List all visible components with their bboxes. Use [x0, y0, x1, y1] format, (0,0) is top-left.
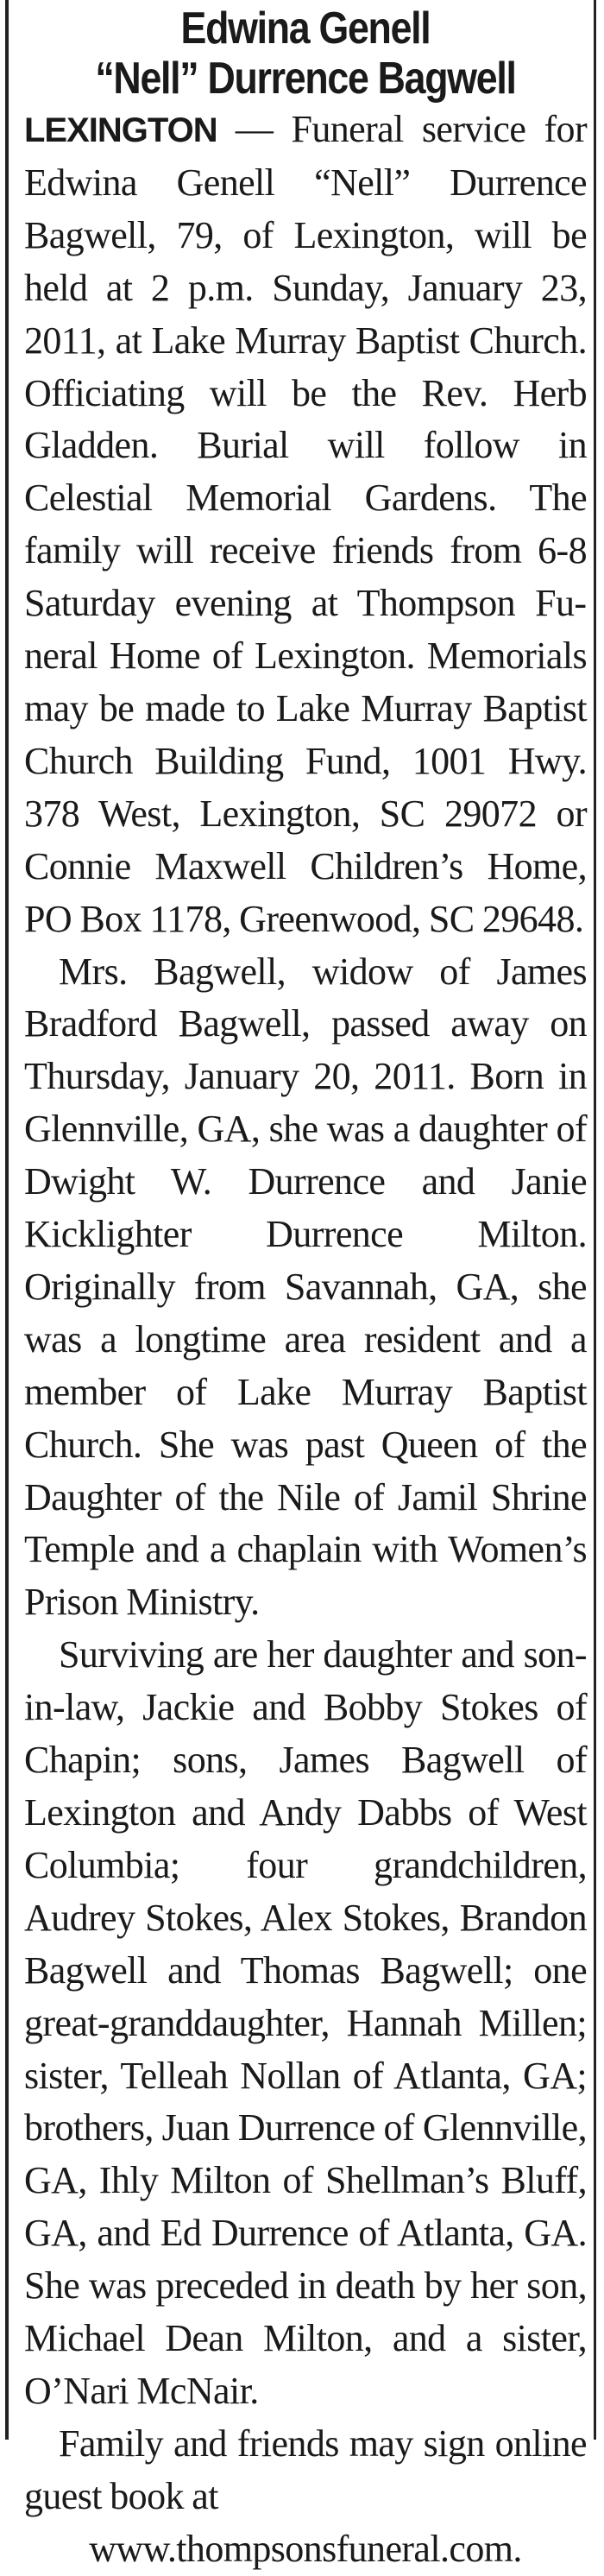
left-column-rule [5, 0, 9, 2440]
obituary-body [24, 104, 587, 2576]
paragraph-service-text: Funeral service for Edwina Genell “Nell” Durrence Bagwell, 79, of Lexington, will be held at 2 p.m. Sunday, January 23, 2011, at Lake Murray Baptist Church. Officiating will be the Rev. Herb Gladden. Burial will follow in Celestial Memorial Gardens. The family will receive friends from 6-8 Saturday evening at Thompson Funeral Home of Lexington. Memorials may be made to Lake Murray Baptist Church Building Fund, 1001 Hwy. 378 West, Lexington, SC 29072 or Connie Maxwell Children’s Home, PO Box 1178, Greenwood, SC 29648. [24, 108, 588, 940]
paragraph-guestbook [24, 2418, 587, 2576]
guestbook-url: www.thompsonsfuneral.com. [89, 2527, 522, 2570]
paragraph-survivors: Surviving are her daughter and son-in-law, Jackie and Bobby Stokes of Chapin; sons, James Bagwell of Lexington and Andy Dabbs of West Columbia; four grandchildren, Audrey Stokes, Alex Stokes, Brandon Bagwell and Thomas Bagwell; one great-granddaughter, Hannah Millen; sister, Telleah Nollan of Atlanta, GA; brothers, Juan Durrence of Glennville, GA, Ihly Milton of Shellman’s Bluff, GA, and Ed Durrence of Atlanta, GA. She was preceded in death by her son, Michael Dean Milton, and a sister, O’Nari McNair. [24, 1633, 587, 2412]
headline-line-2: “Nell” Durrence Bagwell [95, 54, 516, 104]
paragraph-service [24, 104, 587, 946]
headline-line-1: Edwina Genell [180, 3, 431, 54]
right-column-rule [594, 0, 596, 2440]
dateline: LEXINGTON [24, 111, 217, 149]
paragraph-biography: Mrs. Bagwell, widow of James Bradford Bagwell, passed away on Thursday, January 20, 2011. Born in Glennville, GA, she was a daughter of Dwight W. Durrence and Janie Kicklighter Durrence Milton. Originally from Savannah, GA, she was a longtime area resident and a member of Lake Murray Baptist Church. She was past Queen of the Daughter of the Nile of Jamil Shrine Temple and a chaplain with Women’s Prison Ministry. [24, 950, 587, 1624]
dateline-separator: — [217, 108, 292, 150]
obituary-column [24, 3, 587, 2576]
guestbook-text: Family and friends may sign online guest book at [24, 2421, 587, 2517]
obituary-headline [64, 3, 548, 104]
